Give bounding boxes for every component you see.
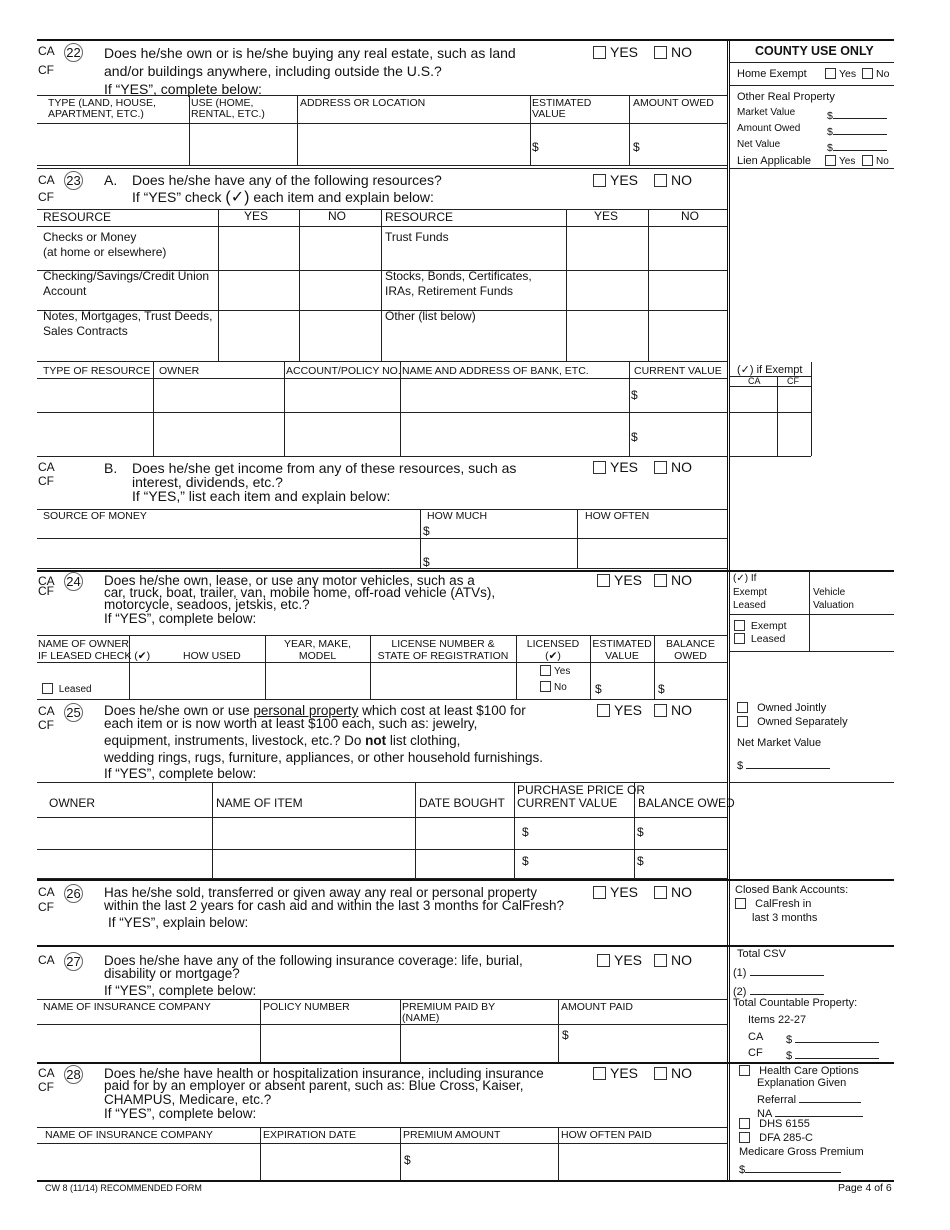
resource-checking: Checking/Savings/Credit Union [43, 269, 210, 283]
no-checkbox[interactable] [654, 886, 667, 899]
q26-yes[interactable] [593, 884, 638, 900]
calfresh-label: CalFresh in [755, 898, 812, 910]
col-estimated-header-2: VALUE [532, 108, 566, 120]
no-checkbox[interactable] [654, 954, 667, 967]
cf-label: CF [38, 190, 54, 204]
col-estimated-header: ESTIMATED [532, 97, 592, 109]
q22-line2: and/or buildings anywhere, including outside the U.S.? [104, 63, 442, 79]
bottom-border [37, 1180, 894, 1182]
col-source: SOURCE OF MONEY [43, 510, 147, 522]
market-value-field[interactable] [827, 107, 887, 122]
checkbox[interactable] [825, 68, 836, 79]
csv-2-label: (2) [733, 986, 747, 998]
no-checkbox[interactable] [654, 174, 667, 187]
col-price: PURCHASE PRICE OR [517, 783, 646, 797]
checkbox[interactable] [739, 1065, 750, 1076]
col-estimated-2: VALUE [605, 650, 639, 662]
col-type-header-2: APARTMENT, ETC.) [48, 108, 144, 120]
dollar-sign: $ [423, 555, 430, 569]
checkbox[interactable] [862, 68, 873, 79]
q23-b-line3: If “YES,” list each item and explain below: [132, 488, 391, 504]
amount-owed-field[interactable] [827, 123, 887, 138]
leased-checkbox-row[interactable] [42, 684, 92, 696]
no-header: NO [328, 209, 346, 223]
top-border [37, 39, 894, 41]
no-label: NO [671, 572, 692, 588]
q23b-no[interactable] [654, 459, 692, 475]
ca-label: CA [38, 44, 55, 58]
q23-b-line2: interest, dividends, etc.? [132, 474, 283, 490]
q22-line3: If “YES”, complete below: [104, 81, 262, 97]
licensed-yes[interactable] [540, 666, 570, 678]
net-market-label: Net Market Value [737, 737, 822, 749]
items-label: Items 22-27 [748, 1014, 807, 1026]
q27-line2: disability or mortgage? [104, 966, 240, 981]
lien-no[interactable] [862, 156, 889, 168]
q25-no[interactable] [654, 702, 692, 718]
resource-trust: Trust Funds [385, 230, 449, 244]
resource-header: RESOURCE [43, 210, 112, 224]
exempt-label: Exempt [733, 587, 767, 598]
dollar-sign: $ [786, 1034, 793, 1046]
yes-label: YES [610, 1065, 639, 1081]
col-account: ACCOUNT/POLICY NO. [286, 365, 401, 377]
col-how-much: HOW MUCH [427, 510, 488, 522]
no-label: NO [671, 952, 692, 968]
q28-line4: If “YES”, complete below: [104, 1106, 257, 1121]
leased-check[interactable] [734, 633, 785, 645]
checkbox[interactable] [540, 665, 551, 676]
text: which cost at least $100 for [358, 703, 526, 718]
q27-yes[interactable] [597, 952, 642, 968]
yes-label: YES [614, 572, 643, 588]
dollar-sign: $ [827, 142, 833, 154]
ca-label: CA [38, 885, 55, 899]
q22-no[interactable] [654, 44, 692, 60]
leased-label: Leased [750, 633, 786, 645]
cf-label: CF [38, 718, 54, 732]
dollar-sign: $ [633, 140, 640, 154]
q24-line4: If “YES”, complete below: [104, 611, 257, 626]
q26-line1: Has he/she sold, transferred or given away any real or personal property [104, 885, 537, 900]
col-year-make: YEAR, MAKE, [283, 638, 352, 650]
q28-line3: CHAMPUS, Medicare, etc.? [104, 1092, 272, 1107]
q22-line1: Does he/she own or is he/she buying any real estate, such as land [104, 45, 516, 61]
col-use-header: USE (HOME, [191, 97, 254, 109]
no-label: NO [671, 1065, 692, 1081]
total-countable-label: Total Countable Property: [733, 997, 858, 1009]
question-number: 26 [64, 884, 83, 903]
col-premium-amount: PREMIUM AMOUNT [403, 1129, 501, 1141]
if-exempt-label: (✓) If [733, 573, 757, 584]
no-checkbox[interactable] [654, 574, 667, 587]
total-csv-label: Total CSV [737, 948, 786, 960]
hco-explanation-label: Explanation Given [757, 1077, 847, 1089]
no-checkbox[interactable] [654, 46, 667, 59]
cf-label: CF [38, 474, 54, 488]
checkbox[interactable] [737, 702, 748, 713]
cf-label: CF [38, 63, 54, 77]
exempt-check[interactable] [734, 620, 787, 632]
amount-owed-label: Amount Owed [737, 123, 801, 134]
yes-checkbox[interactable] [593, 1067, 606, 1080]
text: list clothing, [386, 733, 461, 748]
dollar-sign: $ [637, 854, 644, 868]
q24-line2: car, truck, boat, trailer, van, mobile home, off-road vehicle (ATVs), [104, 585, 496, 600]
col-bank: NAME AND ADDRESS OF BANK, ETC. [402, 365, 589, 377]
col-how-often: HOW OFTEN [585, 510, 650, 522]
ca-label: CA [38, 173, 55, 187]
home-exempt-no[interactable] [862, 68, 889, 80]
q27-no[interactable] [654, 952, 692, 968]
no-label: NO [671, 884, 692, 900]
q28-no[interactable] [654, 1065, 692, 1081]
col-balance-2: OWED [674, 650, 707, 662]
ca-label: CA [38, 574, 55, 588]
yes-label: YES [610, 172, 639, 188]
q25-yes[interactable] [597, 702, 642, 718]
no-label: NO [671, 44, 692, 60]
last-3-months-label: last 3 months [752, 912, 818, 924]
question-number: 25 [64, 703, 83, 722]
q25-line3 [104, 733, 460, 749]
q27-line3: If “YES”, complete below: [104, 983, 257, 998]
col-owner-header-2: IF LEASED CHECK (✔) [38, 650, 151, 662]
no-checkbox[interactable] [654, 1067, 667, 1080]
q26-line2: within the last 2 years for cash aid and within the last 3 months for CalFresh? [104, 898, 564, 913]
checkbox[interactable] [734, 633, 745, 644]
county-title: COUNTY USE ONLY [755, 44, 874, 58]
owned-separately[interactable] [737, 716, 848, 729]
yes-checkbox[interactable] [597, 954, 610, 967]
cf-label: CF [38, 1080, 54, 1094]
resource-checking-2: Account [43, 284, 87, 298]
col-item: NAME OF ITEM [216, 796, 303, 810]
leased-label: Leased [58, 684, 92, 696]
col-owner: OWNER [49, 796, 95, 810]
ca-label: CA [38, 953, 55, 967]
yes-label: YES [614, 952, 643, 968]
check-mark: (✓) [225, 189, 250, 206]
dollar-sign: $ [522, 854, 529, 868]
dollar-sign: $ [827, 126, 833, 138]
no-label: No [876, 68, 890, 80]
text: Does he/she own or use [104, 703, 254, 718]
no-label: NO [671, 459, 692, 475]
col-date: DATE BOUGHT [419, 796, 505, 810]
text-bold: not [365, 733, 387, 748]
text: each item and explain below: [253, 189, 434, 205]
q23b-yes[interactable] [593, 459, 638, 475]
medicare-field[interactable] [739, 1161, 841, 1177]
part-a-label: A. [104, 172, 118, 188]
net-market-field[interactable] [737, 757, 830, 773]
yes-header: YES [594, 209, 619, 223]
ca-label: CA [38, 1066, 55, 1080]
col-year-make-2: MODEL [298, 650, 337, 662]
yes-label: YES [610, 459, 639, 475]
home-exempt-yes[interactable] [825, 68, 856, 80]
col-use-header-2: RENTAL, ETC.) [191, 108, 265, 120]
col-owner: OWNER [159, 365, 200, 377]
q26-line3: If “YES”, explain below: [108, 915, 249, 930]
col-estimated: ESTIMATED [592, 638, 652, 650]
text: If “YES” check [132, 189, 222, 205]
cf-label: CF [787, 376, 799, 386]
question-number: 22 [64, 43, 83, 62]
q24-line1: Does he/she own, lease, or use any motor vehicles, such as a [104, 573, 475, 588]
csv-1-field[interactable] [733, 964, 824, 980]
dfa-label: DFA 285-C [759, 1132, 813, 1144]
col-licensed: LICENSED [526, 638, 580, 650]
question-number: 27 [64, 952, 83, 971]
col-premium-paid-by-2: (NAME) [402, 1012, 440, 1024]
lien-yes[interactable] [825, 156, 855, 168]
dollar-sign: $ [423, 524, 430, 538]
q25-line5: If “YES”, complete below: [104, 766, 257, 781]
yes-label: Yes [839, 68, 857, 80]
q23-yes[interactable] [593, 172, 638, 188]
checkbox[interactable] [739, 1118, 750, 1129]
resource-other: Other (list below) [385, 309, 476, 323]
col-premium-paid-by: PREMIUM PAID BY [402, 1001, 496, 1013]
no-checkbox[interactable] [654, 704, 667, 717]
cf-amount-field[interactable] [786, 1047, 879, 1063]
yes-checkbox[interactable] [597, 704, 610, 717]
yes-checkbox[interactable] [593, 461, 606, 474]
hco-label: Health Care Options [759, 1065, 859, 1077]
dhs-label: DHS 6155 [759, 1118, 810, 1130]
dollar-sign: $ [637, 825, 644, 839]
no-label: No [554, 682, 567, 694]
dollar-sign: $ [532, 140, 539, 154]
col-expiration: EXPIRATION DATE [263, 1129, 356, 1141]
dfa-check[interactable] [739, 1132, 813, 1145]
resource-stocks: Stocks, Bonds, Certificates, [385, 269, 532, 283]
col-how-used: HOW USED [183, 650, 241, 662]
cf-label: CF [38, 900, 54, 914]
yes-label: YES [614, 702, 643, 718]
vehicle-label: Vehicle [813, 587, 846, 598]
checkbox[interactable] [739, 1132, 750, 1143]
yes-checkbox[interactable] [597, 574, 610, 587]
owned-jointly-label: Owned Jointly [757, 702, 827, 714]
ca-label: CA [38, 704, 55, 718]
dollar-sign: $ [786, 1050, 793, 1062]
county-divider [727, 39, 730, 1181]
col-how-often: HOW OFTEN PAID [561, 1129, 652, 1141]
no-label: NO [671, 172, 692, 188]
col-license: LICENSE NUMBER & [391, 638, 495, 650]
col-balance: BALANCE [665, 638, 716, 650]
text: equipment, instruments, livestock, etc.? Do [104, 733, 366, 748]
na-label: NA [757, 1108, 772, 1120]
dollar-sign: $ [737, 760, 744, 772]
col-license-2: STATE OF REGISTRATION [377, 650, 509, 662]
checkbox[interactable] [737, 716, 748, 727]
resource-notes-2: Sales Contracts [43, 324, 128, 338]
cf-label: CF [38, 584, 54, 598]
q23-no[interactable] [654, 172, 692, 188]
checkbox[interactable] [540, 681, 551, 692]
q25-line2: each item or is now worth at least $100 each, such as: jewelry, [104, 716, 478, 731]
col-owed-header: AMOUNT OWED [633, 97, 714, 109]
dollar-sign: $ [595, 682, 602, 696]
dollar-sign: $ [631, 430, 638, 444]
page-number: Page 4 of 6 [838, 1182, 892, 1194]
licensed-no[interactable] [540, 682, 567, 694]
market-value-label: Market Value [737, 107, 796, 118]
dollar-sign: $ [631, 388, 638, 402]
q24-yes[interactable] [597, 572, 642, 588]
owned-separately-label: Owned Separately [757, 716, 848, 728]
col-amount-paid: AMOUNT PAID [561, 1001, 633, 1013]
yes-checkbox[interactable] [593, 886, 606, 899]
col-licensed-2: (✔) [545, 650, 561, 662]
q28-yes[interactable] [593, 1065, 638, 1081]
valuation-label: Valuation [813, 600, 854, 611]
question-number: 23 [64, 171, 83, 190]
q22-yes[interactable] [593, 44, 638, 60]
dhs-check[interactable] [739, 1118, 810, 1131]
resource-checks: Checks or Money [43, 230, 137, 244]
home-exempt-label: Home Exempt [737, 68, 807, 80]
resource-stocks-2: IRAs, Retirement Funds [385, 284, 514, 298]
question-number: 24 [64, 572, 83, 591]
ca-label: CA [38, 460, 55, 474]
ca-label: CA [748, 1031, 764, 1043]
resource-checks-2: (at home or elsewhere) [43, 245, 167, 259]
cf-label: CF [748, 1047, 763, 1059]
q28-line1: Does he/she have health or hospitalization insurance, including insurance [104, 1066, 544, 1081]
no-header: NO [681, 209, 699, 223]
lien-label: Lien Applicable [737, 155, 812, 167]
text-underline: personal property [253, 703, 359, 718]
dollar-sign: $ [562, 1028, 569, 1042]
q23-a-line1: Does he/she have any of the following resources? [132, 172, 442, 188]
referral-label: Referral [757, 1094, 797, 1106]
col-type-header: TYPE (LAND, HOUSE, [48, 97, 156, 109]
q25-line4: wedding rings, rugs, furniture, appliances, or other household furnishings. [104, 750, 544, 765]
medicare-label: Medicare Gross Premium [739, 1146, 864, 1158]
q28-line2: paid for by an employer or absent parent, such as: Blue Cross, Kaiser, [104, 1078, 524, 1093]
col-owner-header: NAME OF OWNER [38, 638, 129, 650]
yes-label: YES [610, 44, 639, 60]
col-type-resource: TYPE OF RESOURCE [43, 365, 151, 377]
csv-1-label: (1) [733, 967, 747, 979]
dollar-sign: $ [658, 682, 665, 696]
net-value-label: Net Value [737, 139, 781, 150]
q23-a-line2 [132, 189, 434, 207]
checkbox[interactable] [42, 683, 53, 694]
col-address-header: ADDRESS OR LOCATION [300, 97, 426, 109]
col-insurance-company: NAME OF INSURANCE COMPANY [45, 1129, 213, 1141]
resource-notes: Notes, Mortgages, Trust Deeds, [43, 309, 213, 323]
q26-no[interactable] [654, 884, 692, 900]
owned-jointly[interactable] [737, 702, 826, 715]
resource-header: RESOURCE [385, 210, 454, 224]
form-id: CW 8 (11/14) RECOMMENDED FORM [45, 1183, 202, 1193]
dollar-sign: $ [404, 1153, 411, 1167]
yes-header: YES [244, 209, 269, 223]
ca-label: CA [748, 376, 761, 386]
col-policy: POLICY NUMBER [263, 1001, 350, 1013]
leased-label: Leased [733, 600, 766, 611]
exempt-label: Exempt [750, 620, 787, 632]
dollar-sign: $ [827, 110, 833, 122]
if-exempt-label: (✓) if Exempt [737, 364, 803, 376]
hco-check[interactable] [739, 1065, 859, 1078]
yes-label: YES [610, 884, 639, 900]
col-balance: BALANCE OWED [638, 796, 735, 810]
col-price-2: CURRENT VALUE [517, 796, 618, 810]
q27-line1: Does he/she have any of the following insurance coverage: life, burial, [104, 953, 523, 968]
q24-no[interactable] [654, 572, 692, 588]
yes-label: Yes [839, 156, 856, 168]
no-label: NO [671, 702, 692, 718]
part-b-label: B. [104, 460, 118, 476]
q23-b-line1: Does he/she get income from any of these resources, such as [132, 460, 517, 476]
checkbox[interactable] [825, 155, 836, 166]
yes-checkbox[interactable] [593, 174, 606, 187]
dollar-sign: $ [739, 1164, 746, 1176]
no-checkbox[interactable] [654, 461, 667, 474]
col-current-value: CURRENT VALUE [634, 365, 722, 377]
col-insurance-company: NAME OF INSURANCE COMPANY [43, 1001, 211, 1013]
yes-checkbox[interactable] [593, 46, 606, 59]
checkbox[interactable] [734, 620, 745, 631]
closed-bank-label: Closed Bank Accounts: [735, 884, 849, 896]
no-label: No [876, 156, 889, 168]
calfresh-check[interactable] [735, 898, 811, 911]
checkbox[interactable] [862, 155, 873, 166]
ca-amount-field[interactable] [786, 1031, 879, 1047]
q24-line3: motorcycle, seadoos, jetskis, etc.? [104, 597, 310, 612]
dollar-sign: $ [522, 825, 529, 839]
question-number: 28 [64, 1065, 83, 1084]
yes-label: Yes [554, 666, 571, 678]
net-value-field[interactable] [827, 139, 887, 154]
other-real-label: Other Real Property [737, 91, 835, 103]
checkbox[interactable] [735, 898, 746, 909]
